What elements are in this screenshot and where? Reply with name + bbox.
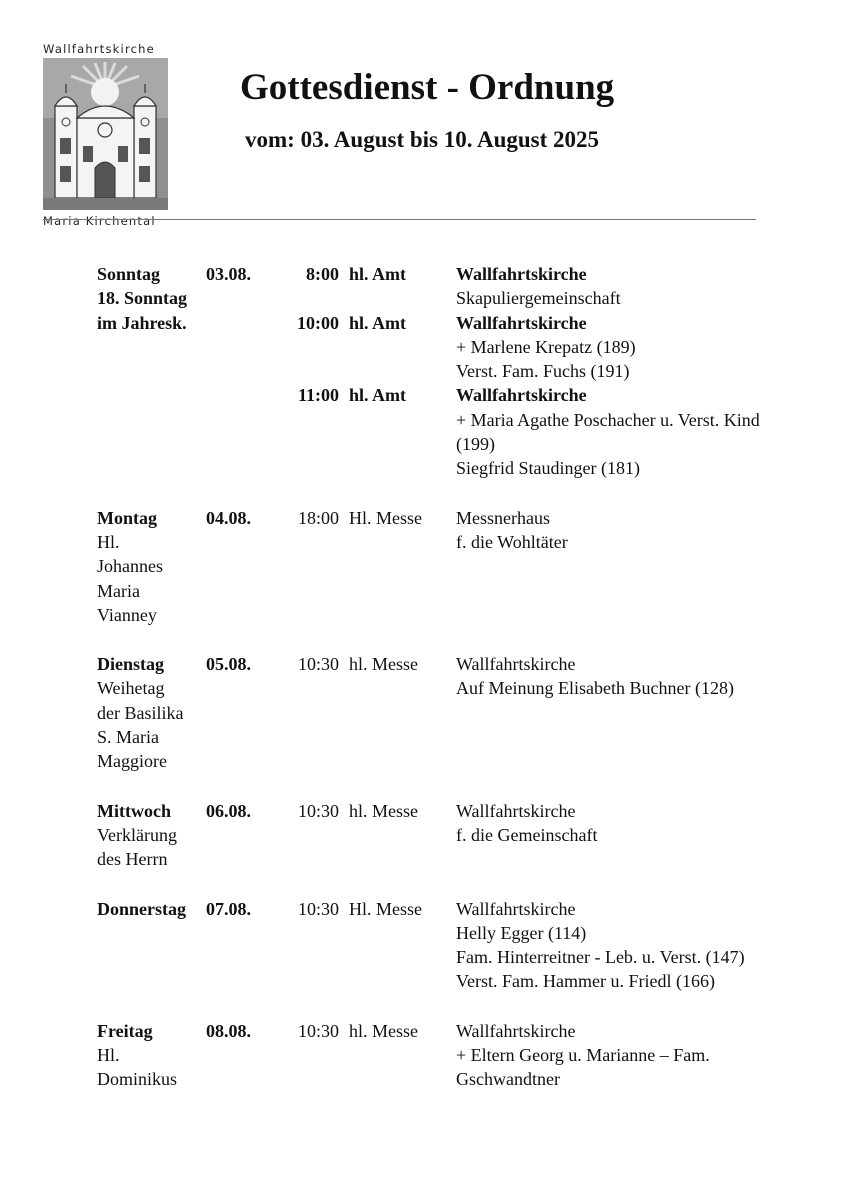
service-list <box>0 1019 849 1092</box>
service-location: Messnerhaus <box>456 507 550 528</box>
service-intention: Verst. Fam. Hammer u. Friedl (166) <box>456 971 715 992</box>
service-entry <box>0 1019 849 1092</box>
day-date: 06.08. <box>206 800 251 821</box>
service-time: 10:30 <box>297 800 339 821</box>
service-list <box>0 897 849 994</box>
day-block <box>0 1019 849 1092</box>
service-details <box>456 262 826 311</box>
service-time: 10:00 <box>297 312 339 333</box>
day-name-line: des Herrn <box>97 849 168 870</box>
church-logo <box>43 58 168 210</box>
logo-top-text: Wallfahrtskirche <box>43 42 155 56</box>
service-intention: + Eltern Georg u. Marianne – Fam. <box>456 1045 710 1066</box>
logo-bottom-text: Maria Kirchental <box>43 216 156 228</box>
service-intention: Fam. Hinterreitner - Leb. u. Verst. (147) <box>456 947 745 968</box>
service-time: 18:00 <box>297 507 339 528</box>
service-details <box>456 506 826 555</box>
service-intention: f. die Gemeinschaft <box>456 824 598 845</box>
service-entry <box>0 799 849 848</box>
service-list <box>0 652 849 701</box>
day-name-line: im Jahresk. <box>97 312 187 333</box>
day-name-line: Sonntag <box>97 264 161 284</box>
day-date: 04.08. <box>206 507 251 528</box>
day-name-line: Weihetag <box>97 678 165 699</box>
day-name-line: Dienstag <box>97 654 164 675</box>
day-name-line: Verklärung <box>97 824 177 845</box>
service-time: 10:30 <box>297 1020 339 1041</box>
service-list <box>0 506 849 555</box>
service-time: 11:00 <box>297 385 339 406</box>
service-location: Wallfahrtskirche <box>456 800 576 821</box>
service-details <box>456 799 826 848</box>
service-entry <box>0 652 849 701</box>
service-intention: Verst. Fam. Fuchs (191) <box>456 361 630 382</box>
service-intention: f. die Wohltäter <box>456 531 568 552</box>
day-name-line: Vianney <box>97 604 157 625</box>
service-list <box>0 799 849 848</box>
service-details <box>456 652 826 701</box>
service-location: Wallfahrtskirche <box>456 385 587 406</box>
service-details <box>456 1019 826 1092</box>
schedule-list <box>0 262 849 1116</box>
service-type: hl. Messe <box>349 654 418 675</box>
service-location: Wallfahrtskirche <box>456 1020 576 1041</box>
service-intention: Siegfrid Staudinger (181) <box>456 458 640 479</box>
page-subtitle: vom: 03. August bis 10. August 2025 <box>245 127 600 152</box>
day-date: 03.08. <box>206 264 251 284</box>
day-date: 08.08. <box>206 1020 251 1041</box>
service-location: Wallfahrtskirche <box>456 264 587 284</box>
header-divider <box>43 219 756 220</box>
service-list <box>0 262 849 481</box>
service-details <box>456 383 826 480</box>
service-entry <box>0 262 849 311</box>
service-type: Hl. Messe <box>349 507 422 528</box>
service-type: hl. Amt <box>349 312 407 333</box>
day-name-line: Hl. <box>97 531 120 552</box>
day-block <box>0 262 849 481</box>
service-type: hl. Messe <box>349 800 418 821</box>
service-entry <box>0 311 849 384</box>
service-type: hl. Messe <box>349 1020 418 1041</box>
service-location: Wallfahrtskirche <box>456 898 576 919</box>
service-time: 8:00 <box>306 264 339 284</box>
day-name-line: Maggiore <box>97 751 167 772</box>
day-block <box>0 506 849 628</box>
service-entry <box>0 506 849 555</box>
day-date: 05.08. <box>206 654 251 675</box>
service-type: hl. Amt <box>349 264 407 284</box>
service-intention: Skapuliergemeinschaft <box>456 288 621 309</box>
day-name-line: S. Maria <box>97 727 159 748</box>
service-location: Wallfahrtskirche <box>456 312 587 333</box>
day-block <box>0 799 849 872</box>
service-type: Hl. Messe <box>349 898 422 919</box>
day-block <box>0 897 849 994</box>
service-entry <box>0 383 849 480</box>
day-name-line: Dominikus <box>97 1069 178 1090</box>
service-intention: Helly Egger (114) <box>456 922 587 943</box>
day-name-line: der Basilika <box>97 702 184 723</box>
service-intention: + Maria Agathe Poschacher u. Verst. Kind <box>456 409 760 430</box>
service-intention: + Marlene Krepatz (189) <box>456 336 636 357</box>
day-name-line: Johannes <box>97 556 163 577</box>
service-intention: Gschwandtner <box>456 1069 560 1090</box>
service-intention: (199) <box>456 434 495 455</box>
day-name-line: Donnerstag <box>97 898 186 919</box>
day-name-line: Freitag <box>97 1020 153 1041</box>
service-type: hl. Amt <box>349 385 407 406</box>
day-date: 07.08. <box>206 898 251 919</box>
day-name-line: Montag <box>97 507 157 528</box>
day-block <box>0 652 849 774</box>
day-name-line: Mittwoch <box>97 800 171 821</box>
service-details <box>456 897 826 994</box>
page-title: Gottesdienst - Ordnung <box>240 67 615 108</box>
service-intention: Auf Meinung Elisabeth Buchner (128) <box>456 678 734 699</box>
service-time: 10:30 <box>297 898 339 919</box>
day-name-line: 18. Sonntag <box>97 288 188 309</box>
service-details <box>456 311 826 384</box>
service-entry <box>0 897 849 994</box>
day-name-line: Maria <box>97 580 140 601</box>
day-name-line: Hl. <box>97 1045 120 1066</box>
service-location: Wallfahrtskirche <box>456 654 576 675</box>
service-time: 10:30 <box>297 654 339 675</box>
